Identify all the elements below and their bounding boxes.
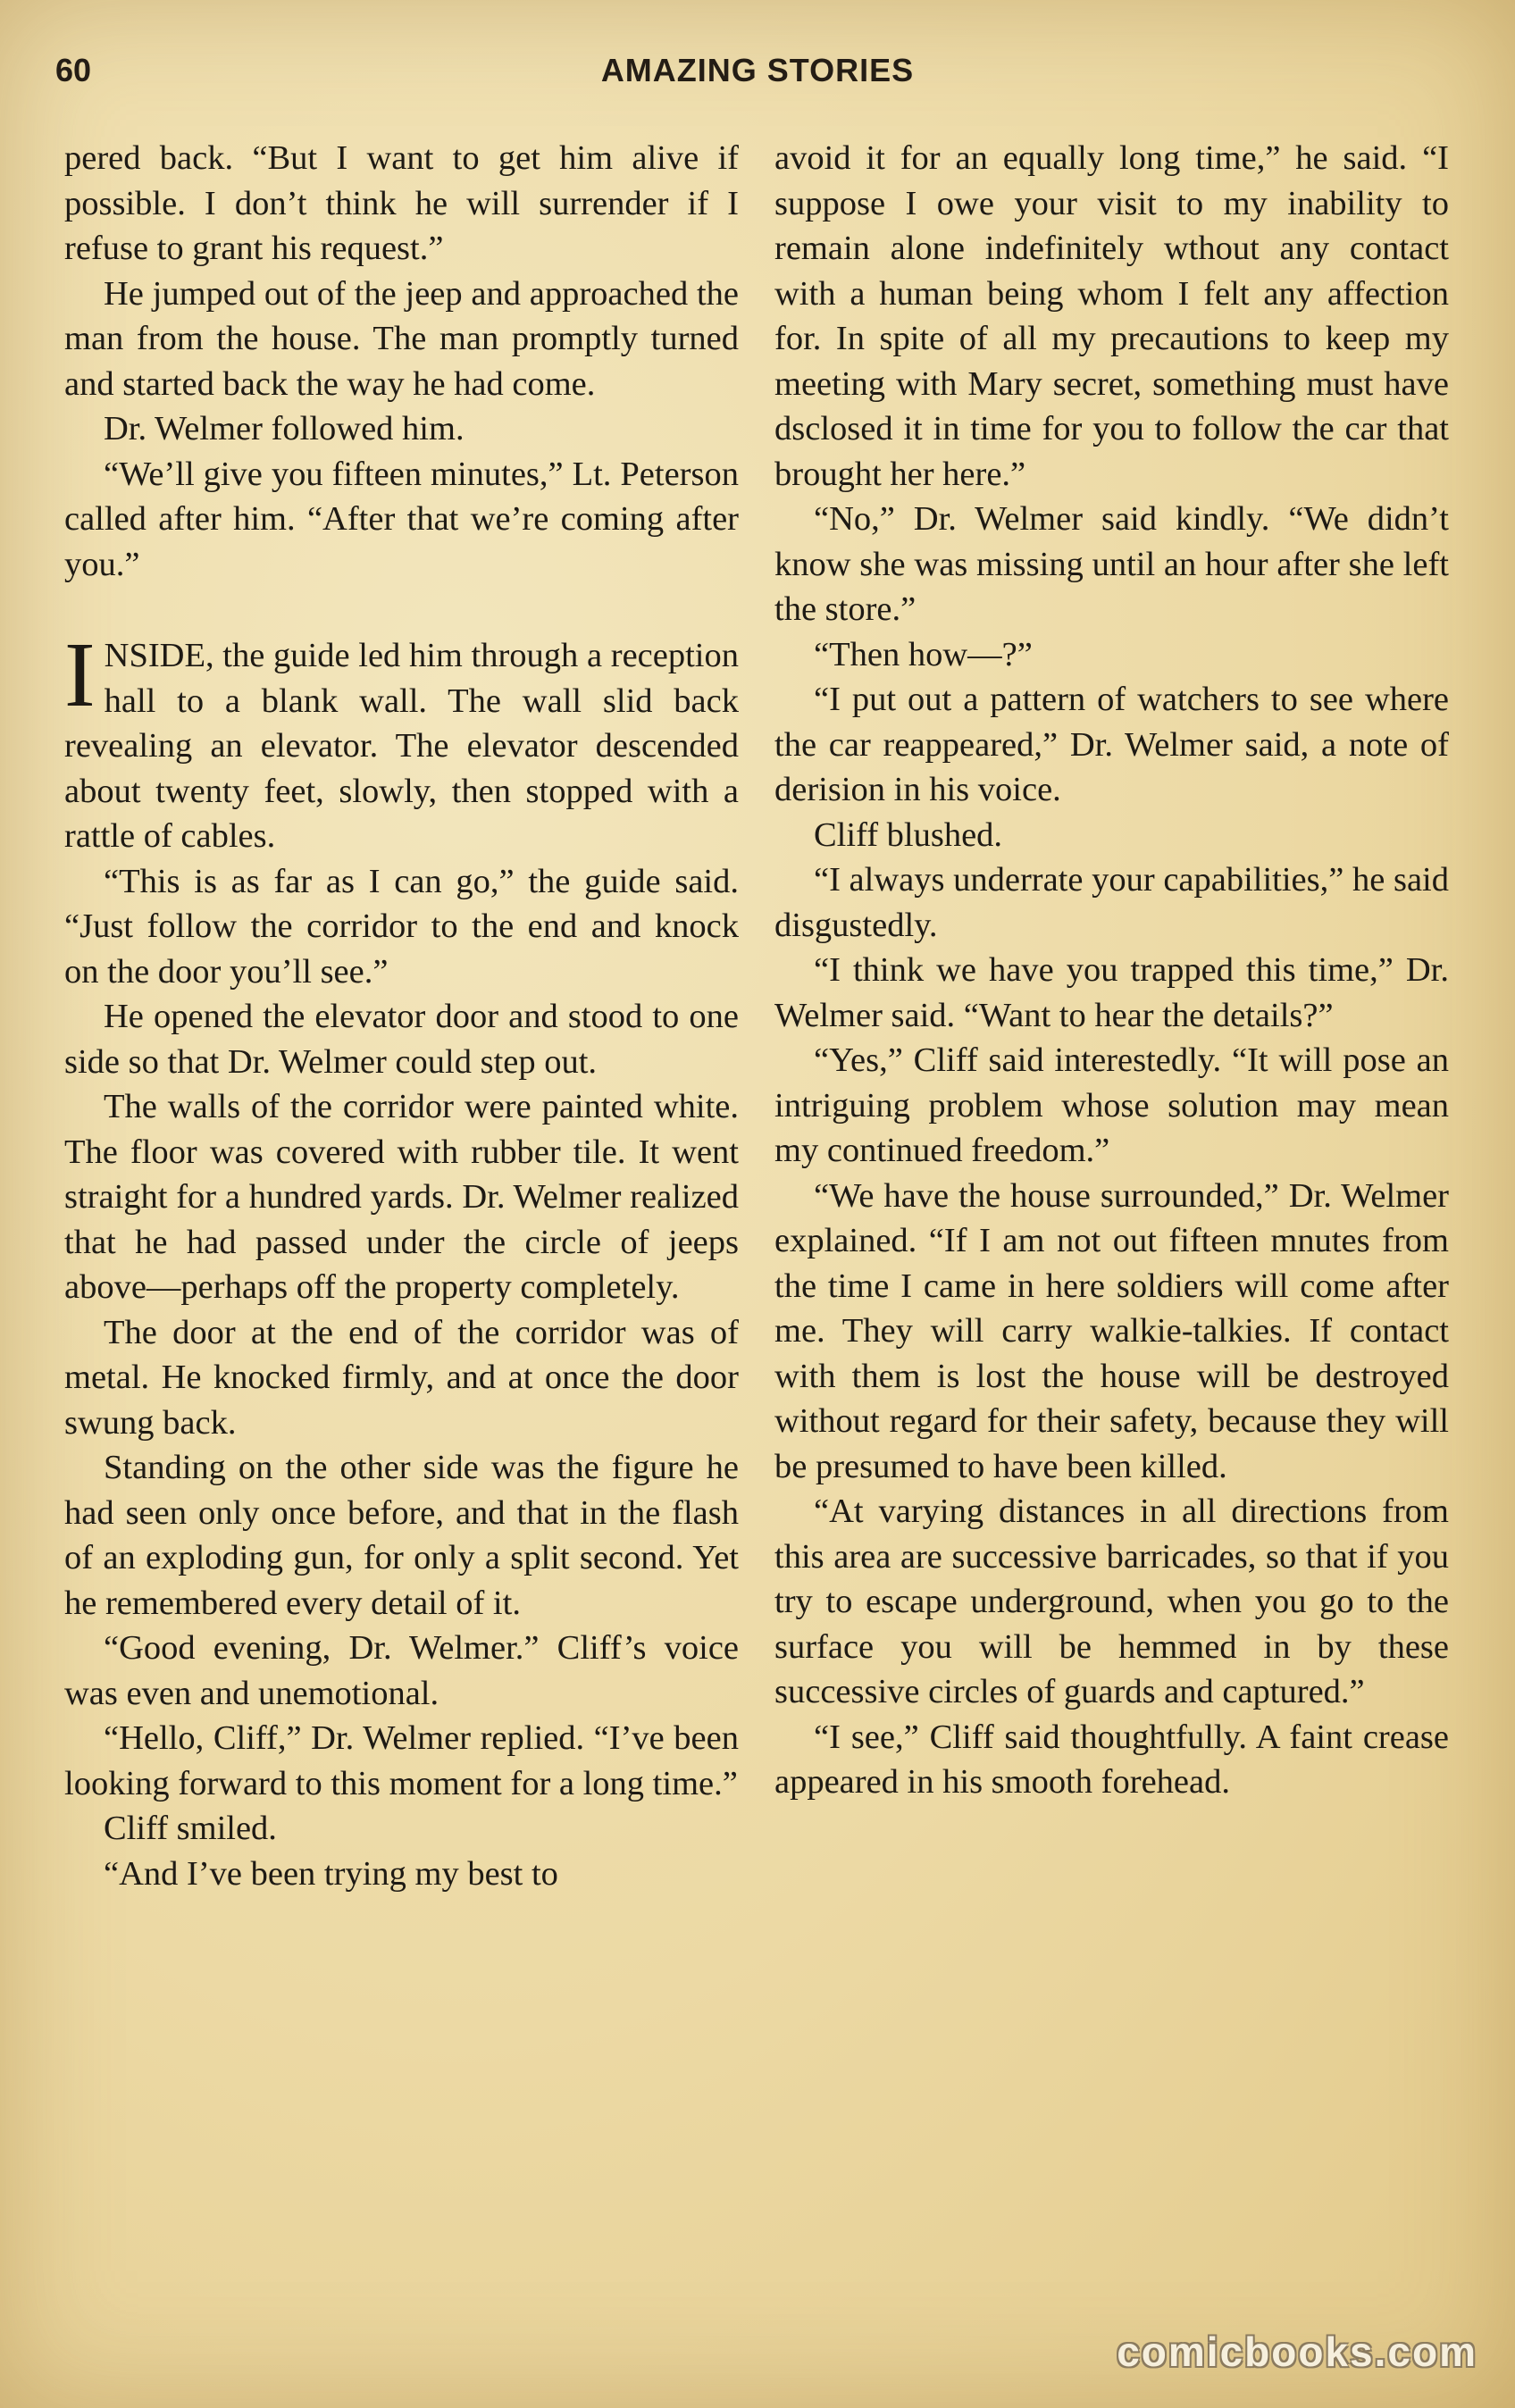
paragraph: Standing on the other side was the figure he had seen only once before, and that in the flash of an exploding gun, for only a split second. Yet he remembered every detail of it. xyxy=(64,1449,739,1622)
paragraph: Dr. Welmer followed him. xyxy=(104,410,465,447)
paragraph: “Then how—?” xyxy=(814,635,1033,673)
paragraph: The door at the end of the corridor was of metal. He knocked firmly, and at once the door swung back. xyxy=(64,1313,739,1442)
drop-cap: I xyxy=(64,623,96,726)
paragraph: He opened the elevator door and stood to one side so that Dr. Welmer could step out. xyxy=(64,998,739,1081)
page-header xyxy=(55,52,1460,105)
left-column xyxy=(64,136,739,1896)
paragraph: The walls of the corridor were painted white. The floor was covered with rubber tile. It went straight for a hundred yards. Dr. Welmer realized that he had passed under the circle of jeeps above—perhaps off the property completely. xyxy=(64,1088,739,1306)
running-head: AMAZING STORIES xyxy=(600,52,915,88)
paragraph: “We have the house surrounded,” Dr. Welmer explained. “If I am not out fifteen mnutes from the time I came in here soldiers will come after me. They will carry walkie-talkies. If contact with them is lost the house will be destroyed without regard for their safety, because they will be presumed to have been killed. xyxy=(774,1176,1449,1485)
paragraph: “I think we have you trapped this time,” Dr. Welmer said. “Want to hear the details?” xyxy=(774,951,1449,1034)
paragraph: Cliff blushed. xyxy=(814,815,1003,854)
section-opening-text: NSIDE, the guide led him through a reception hall to a blank wall. The wall slid back revealing an elevator. The elevator descended about twenty feet, slowly, then stopped with a rattle of cables. xyxy=(64,637,739,855)
section-opening-paragraph xyxy=(64,623,739,859)
paragraph: “At varying distances in all directions from this area are successive barricades, so that if you try to escape underground, when you go to the surface you will be hemmed in by these successive circles of guards and captured.” xyxy=(774,1492,1449,1710)
page-number: 60 xyxy=(55,52,92,88)
paragraph: pered back. “But I want to get him alive if possible. I don’t think he will surrender if I refuse to grant his request.” xyxy=(64,139,739,267)
paragraph: “This is as far as I can go,” the guide said. “Just follow the corridor to the end and knock on the door you’ll see.” xyxy=(64,862,739,991)
paragraph: “No,” Dr. Welmer said kindly. “We didn’t know she was missing until an hour after she left the store.” xyxy=(774,500,1449,628)
paragraph: “I see,” Cliff said thoughtfully. A faint crease appeared in his smooth forehead. xyxy=(774,1718,1449,1801)
paragraph: “I put out a pattern of watchers to see where the car reappeared,” Dr. Welmer said, a note of derision in his voice. xyxy=(774,681,1449,808)
paragraph: “We’ll give you fifteen minutes,” Lt. Peterson called after him. “After that we’re coming after you.” xyxy=(64,455,739,583)
paragraph: “I always underrate your capabilities,” he said disgustedly. xyxy=(774,861,1449,944)
paragraph: “And I’ve been trying my best to xyxy=(104,1854,558,1893)
paragraph: “Yes,” Cliff said interestedly. “It will pose an intriguing problem whose solution may mean my continued freedom.” xyxy=(774,1041,1449,1169)
paragraph: “Hello, Cliff,” Dr. Welmer replied. “I’ve been looking forward to this moment for a long time.” xyxy=(64,1719,739,1802)
paragraph: Cliff smiled. xyxy=(104,1810,277,1847)
watermark: comicbooks.com xyxy=(1117,2329,1477,2375)
right-column xyxy=(774,136,1449,1805)
paragraph: avoid it for an equally long time,” he said. “I suppose I owe your visit to my inability to remain alone indefinitely wthout any contact with a human being whom I felt any affection for. In spite of all my precautions to keep my meeting with Mary secret, something must have dsclosed it in time for you to follow the car that brought her here.” xyxy=(774,139,1449,493)
paragraph: He jumped out of the jeep and approached the man from the house. The man promptly turned and started back the way he had come. xyxy=(64,274,739,403)
paragraph: “Good evening, Dr. Welmer.” Cliff’s voice was even and unemotional. xyxy=(64,1629,739,1712)
